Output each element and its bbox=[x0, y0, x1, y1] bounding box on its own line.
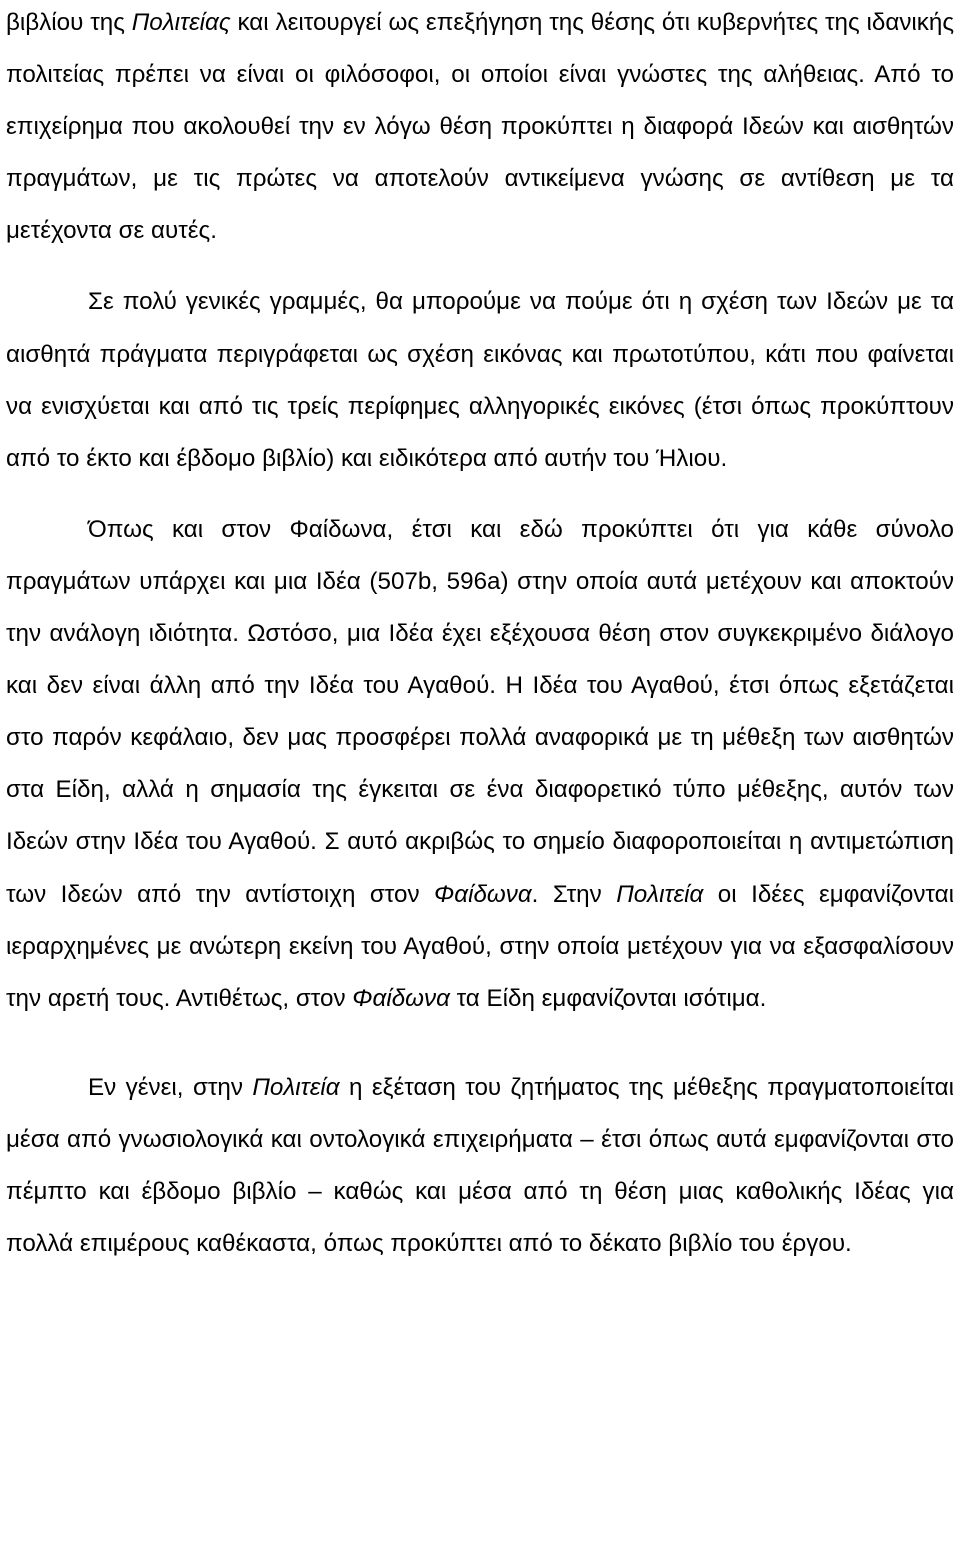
text-segment: οι Ιδέες εμφανίζονται ιεραρχημένες με ανώτερη εκείνη του Αγαθού, στην οποία μετέχουν για να εξασφαλίσουν την αρετή τους. Αντιθέτως, στον bbox=[6, 880, 954, 1012]
text-segment: Εν γένει, στην bbox=[88, 1073, 253, 1101]
text-segment: και λειτουργεί ως επεξήγηση της θέσης ότι κυβερνήτες της ιδανικής πολιτείας πρέπει να είναι οι φιλόσοφοι, οι οποίοι είναι γνώστες της αλήθειας. Από το επιχείρημα που ακολουθεί την εν λόγω θέση προκύπτει η διαφορά Ιδεών και αισθητών πραγμάτων, με τις πρώτες να αποτελούν αντικείμενα γνώσης σε αντίθεση με τα μετέχοντα σε αυτές. bbox=[6, 9, 955, 245]
text-segment: η εξέταση του ζητήματος της μέθεξης πραγματοποιείται μέσα από γνωσιολογικά και οντολογικά επιχειρήματα – έτσι όπως αυτά εμφανίζονται στο πέμπτο και έβδομο βιβλίο – καθώς και μέσα από τη θέση μιας καθολικής Ιδέας για πολλά επιμέρους καθέκαστα, όπως προκύπτει από το δέκατο βιβλίο του έργου. bbox=[6, 1073, 955, 1258]
italic-title-phaedo: Φαίδωνα bbox=[352, 984, 450, 1012]
text-segment: Όπως και στον Φαίδωνα, έτσι και εδώ προκύπτει ότι για κάθε σύνολο πραγμάτων υπάρχει και μια Ιδέα (507b, 596a) στην οποία αυτά μετέχουν και αποκτούν την ανάλογη ιδιότητα. Ωστόσο, μια Ιδέα έχει εξέχουσα θέση στον συγκεκριμένο διάλογο και δεν είναι άλλη από την Ιδέα του Αγαθού. Η Ιδέα του Αγαθού, έτσι όπως εξετάζεται στο παρόν κεφάλαιο, δεν μας προσφέρει πολλά αναφορικά με τη μέθεξη των αισθητών στα Είδη, αλλά η σημασία της έγκειται σε ένα διαφορετικό τύπο μέθεξης, αυτόν των Ιδεών στην Ιδέα του Αγαθού. Σ αυτό ακριβώς το σημείο διαφοροποιείται η αντιμετώπιση των Ιδεών από την αντίστοιχη στον bbox=[6, 515, 954, 908]
paragraph-1 bbox=[6, 0, 954, 257]
paragraph-2 bbox=[6, 276, 954, 484]
text-segment: τα Είδη εμφανίζονται ισότιμα. bbox=[449, 984, 767, 1012]
italic-title-politeia: Πολιτείας bbox=[131, 9, 231, 36]
text-segment: . Στην bbox=[531, 880, 617, 908]
paragraph-3 bbox=[6, 504, 954, 1025]
paragraph-4 bbox=[6, 1062, 954, 1270]
italic-title-politeia: Πολιτεία bbox=[252, 1073, 340, 1101]
italic-title-politeia: Πολιτεία bbox=[616, 880, 704, 908]
text-segment: βιβλίου της bbox=[6, 9, 132, 36]
document-page bbox=[6, 0, 954, 1270]
italic-title-phaedo: Φαίδωνα bbox=[434, 880, 532, 908]
text-segment: Σε πολύ γενικές γραμμές, θα μπορούμε να πούμε ότι η σχέση των Ιδεών με τα αισθητά πράγματα περιγράφεται ως σχέση εικόνας και πρωτοτύπου, κάτι που φαίνεται να ενισχύεται και από τις τρείς περίφημες αλληγορικές εικόνες (έτσι όπως προκύπτουν από το έκτο και έβδομο βιβλίο) και ειδικότερα από αυτήν του Ήλιου. bbox=[6, 288, 954, 472]
